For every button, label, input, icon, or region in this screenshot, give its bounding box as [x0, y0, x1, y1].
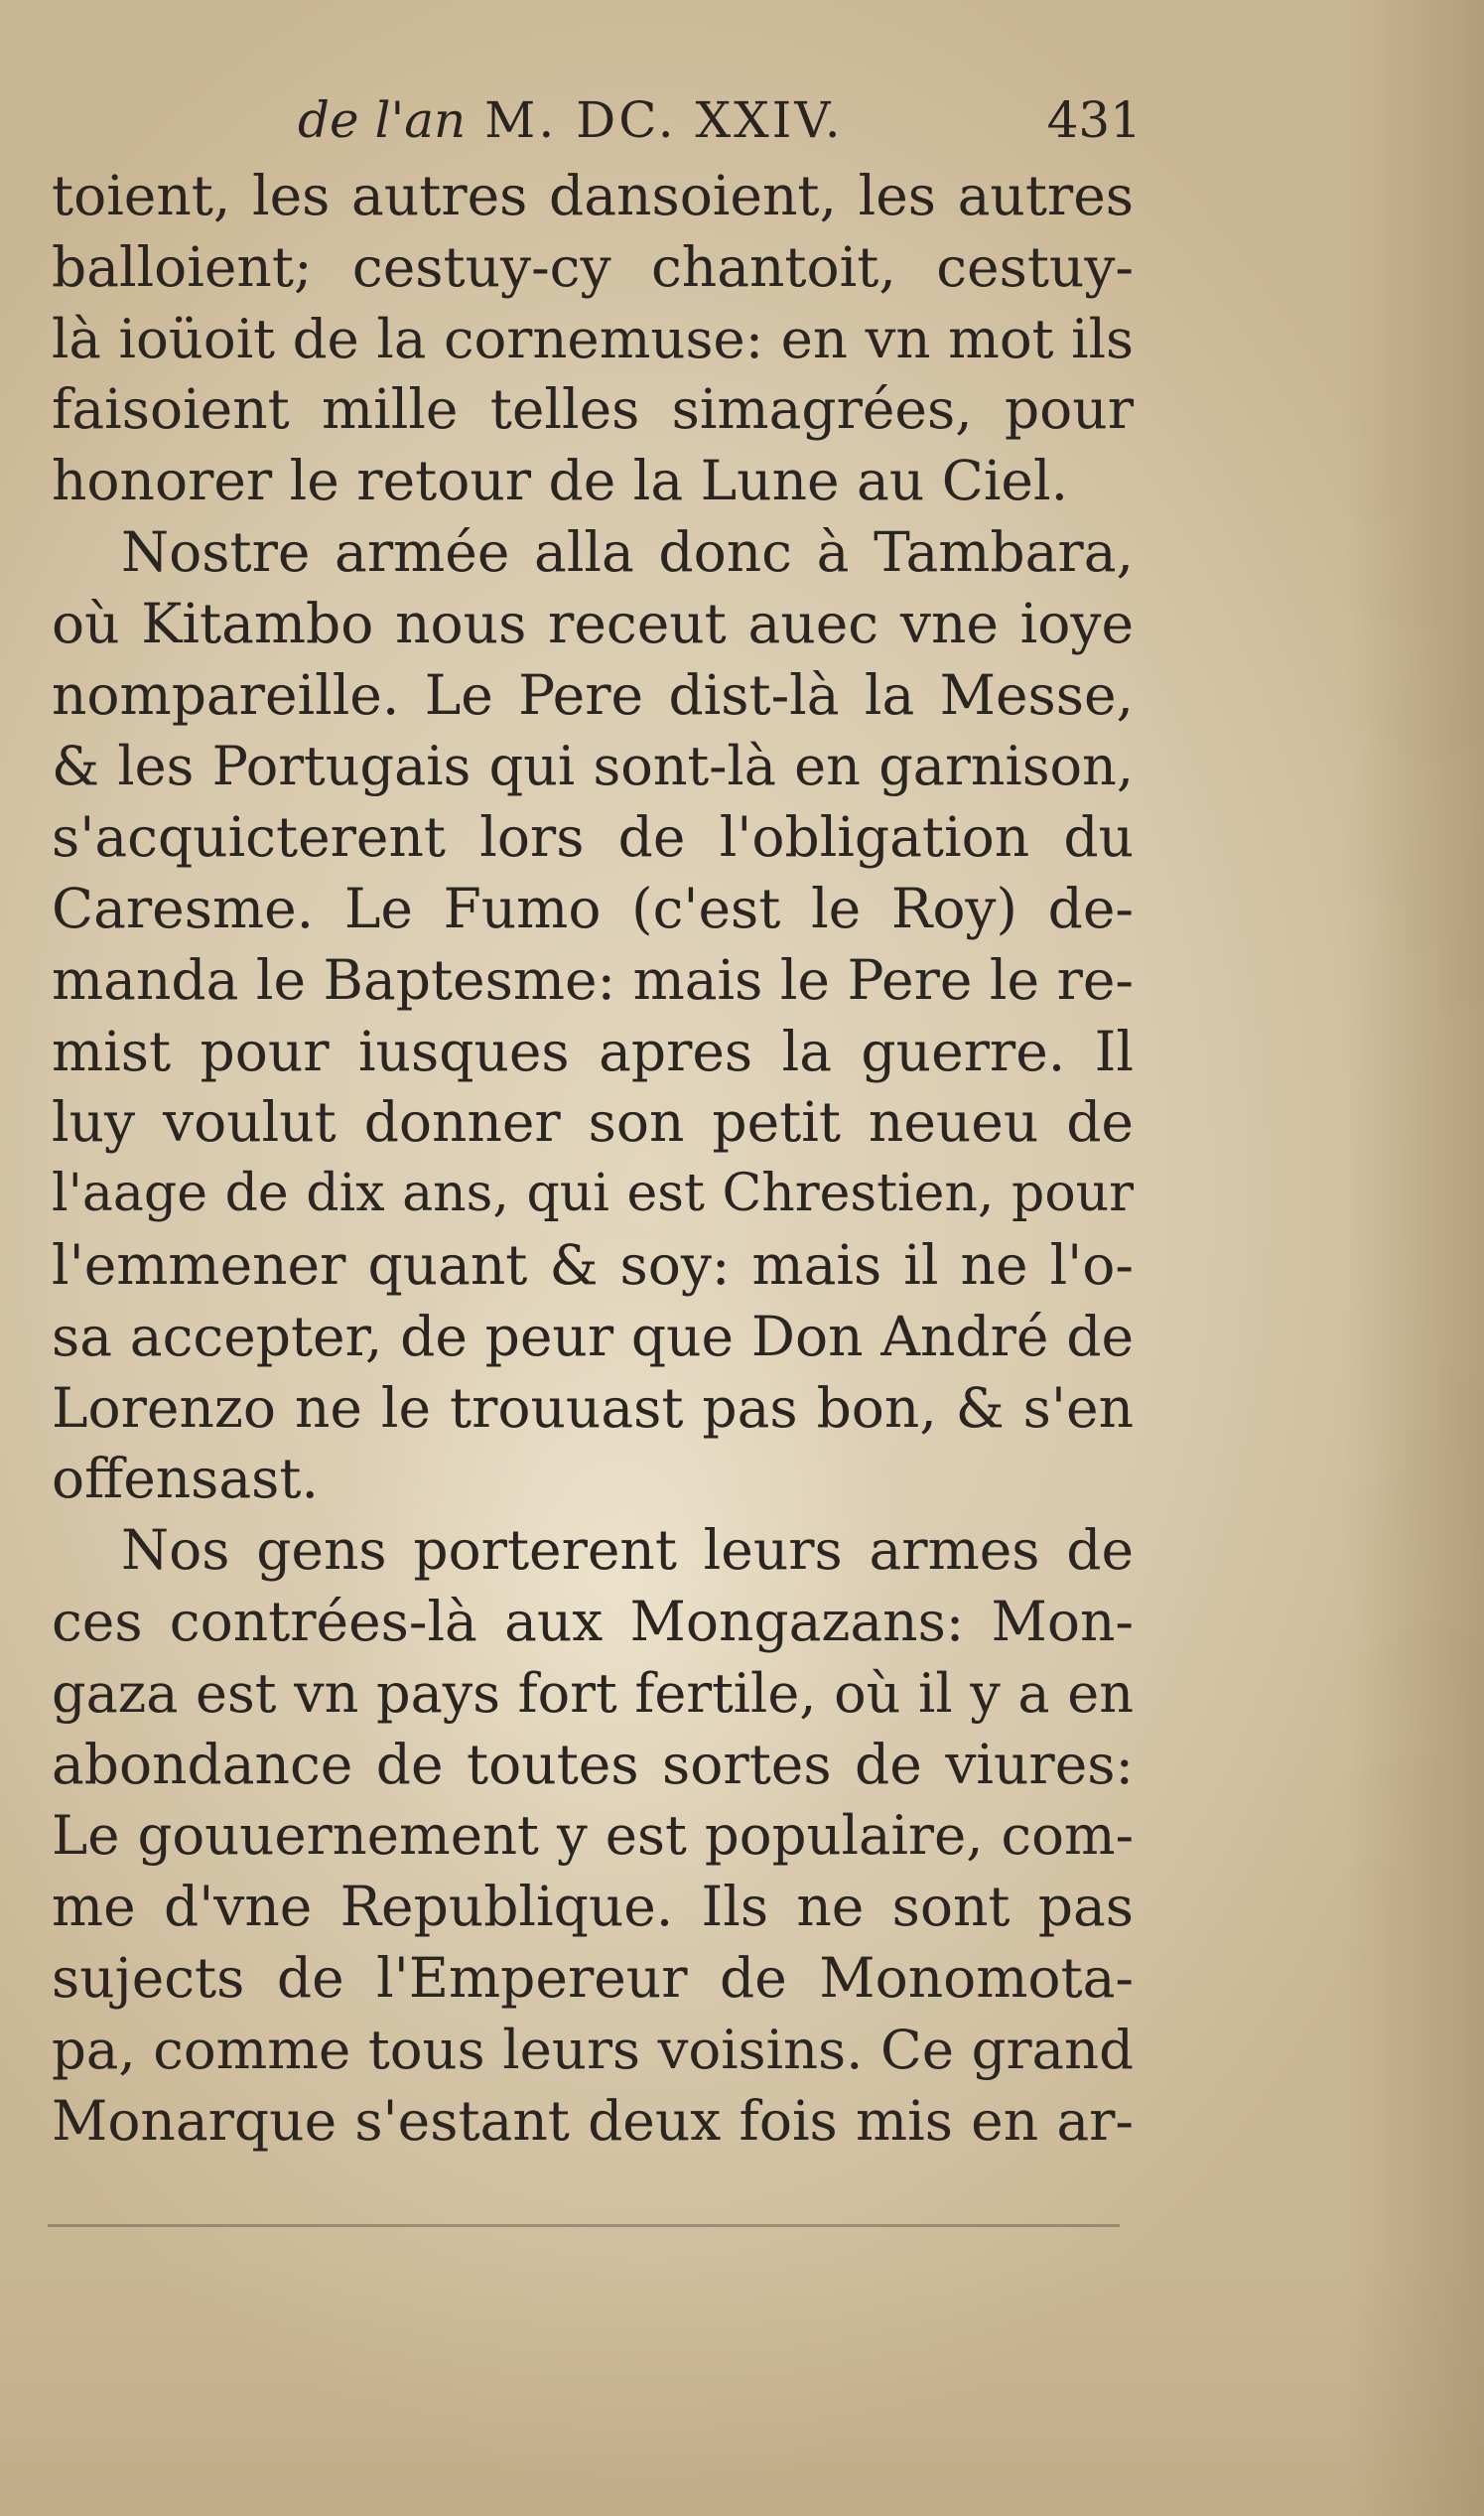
text-line: honorer le retour de la Lune au Ciel. [52, 449, 1069, 513]
running-title-italic: de l'an [298, 91, 467, 149]
bottom-rule [48, 2224, 1120, 2227]
text-line: là ioüoit de la cornemuse: en vn mot ils [52, 306, 1134, 370]
text-line: faisoient mille telles simagrées, pour [52, 377, 1134, 442]
text-line: Monarque s'estant deux fois mis en ar- [52, 2088, 1134, 2153]
page-header [298, 91, 1142, 161]
body-text [52, 161, 1134, 2157]
page-edge-shadow [1345, 0, 1484, 2516]
text-line: Nos gens porterent leurs armes de [121, 1518, 1134, 1583]
page-bottom-shade [0, 2258, 1484, 2516]
text-line: luy voulut donner son petit neueu de [52, 1090, 1134, 1155]
text-line: balloient; cestuy-cy chantoit, cestuy- [52, 234, 1134, 299]
text-line: pa, comme tous leurs voisins. Ce grand [52, 2017, 1134, 2081]
text-line: toient, les autres dansoient, les autres [52, 164, 1134, 227]
paragraph-3 [52, 1515, 1134, 2157]
page-number: 431 [1046, 91, 1142, 149]
running-title [298, 91, 844, 149]
text-line: mist pour iusques apres la guerre. Il [52, 1019, 1134, 1083]
text-line: Nostre armée alla donc à Tambara, [121, 519, 1134, 584]
text-line: manda le Baptesme: mais le Pere le re- [52, 947, 1134, 1012]
text-line: me d'vne Republique. Ils ne sont pas [52, 1875, 1134, 1939]
text-line: où Kitambo nous receut auec vne ioye [52, 591, 1134, 655]
text-line: sa accepter, de peur que Don André de [52, 1304, 1134, 1368]
text-line: Lorenzo ne le trouuast pas bon, & s'en [52, 1375, 1134, 1440]
text-line: gaza est vn pays fort fertile, où il y a en [52, 1661, 1134, 1725]
text-line: abondance de toutes sortes de viures: [52, 1732, 1134, 1796]
paragraph-2 [52, 517, 1134, 1515]
paragraph-1 [52, 161, 1134, 517]
text-line: offensast. [52, 1447, 319, 1511]
text-line: Le gouuernement y est populaire, com- [52, 1803, 1134, 1868]
text-line: Caresme. Le Fumo (c'est le Roy) de- [52, 876, 1134, 940]
text-line: l'aage de dix ans, qui est Chrestien, pour [52, 1164, 1134, 1224]
text-line: l'emmener quant & soy: mais il ne l'o- [52, 1232, 1134, 1297]
running-title-year: M. DC. XXIV. [466, 91, 844, 149]
text-line: & les Portugais qui sont-là en garnison, [52, 735, 1134, 798]
text-line: ces contrées-là aux Mongazans: Mon- [52, 1589, 1134, 1653]
text-line: sujects de l'Empereur de Monomota- [52, 1945, 1134, 2010]
text-line: nompareille. Le Pere dist-là la Messe, [52, 662, 1134, 727]
text-line: s'acquicterent lors de l'obligation du [52, 805, 1134, 870]
